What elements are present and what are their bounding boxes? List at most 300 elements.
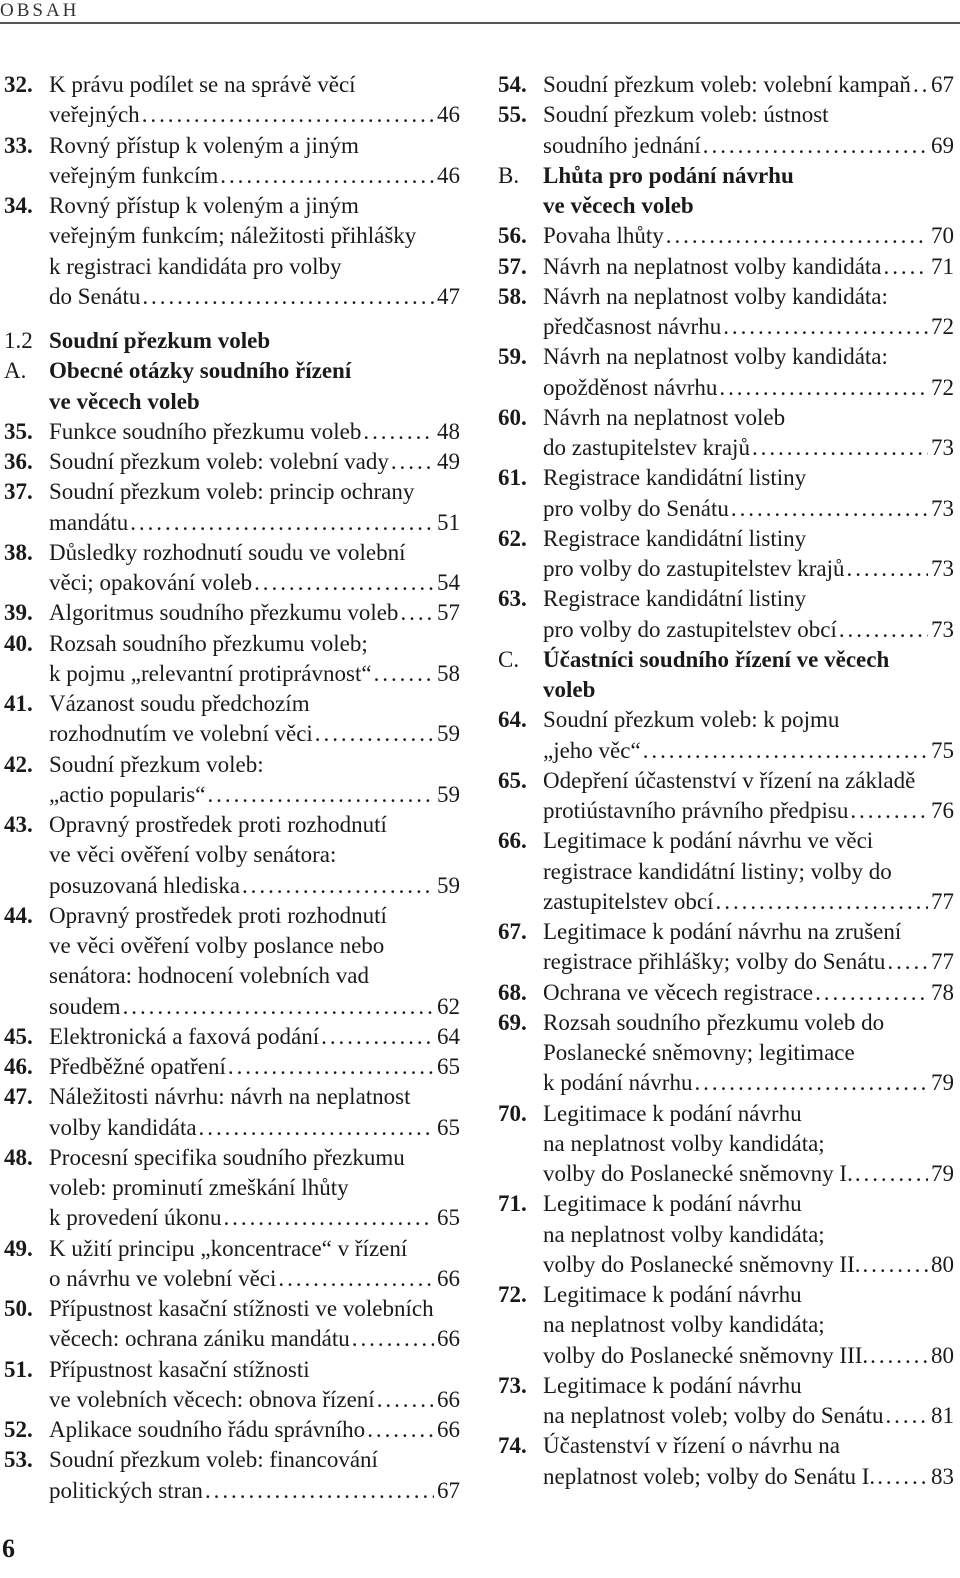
toc-page-number: 49 [437,449,460,474]
toc-entry-line [49,282,460,312]
toc-entry-text: K užití principu „koncentrace“ v řízení [49,1235,408,1261]
toc-entry[interactable] [4,1234,460,1295]
toc-page-number: 75 [931,737,954,763]
toc-entry-line [543,705,954,735]
dot-leader [352,1324,434,1354]
toc-page-number: 69 [931,132,954,158]
toc-entry-text: ve věcech voleb [49,388,200,414]
dot-leader [887,947,928,977]
toc-entry-number: 64. [498,707,527,733]
toc-entry-text: Soudní přezkum voleb: [49,751,264,777]
dot-leader [123,992,434,1022]
dot-leader [367,1415,434,1445]
dot-leader [877,1462,928,1492]
toc-page-number: 81 [931,1403,954,1428]
toc-entry-text: na neplatnost volby kandidáta; [543,1130,825,1156]
toc-entry-line [49,1143,460,1173]
toc-entry-text: „jeho věc“ [543,737,641,763]
toc-entry-text: pro volby do zastupitelstev obcí [543,616,837,642]
toc-entry-text: volby kandidáta [49,1114,197,1140]
dot-leader [254,568,434,598]
toc-entry-line [543,947,954,977]
toc-entry-text: Odepření účastenství v řízení na základě [543,767,916,793]
toc-entry[interactable] [4,901,460,1022]
dot-leader [719,373,928,403]
toc-entry-number: 59. [498,344,527,370]
toc-entry-line [49,1082,460,1112]
toc-entry-number: 36. [4,449,33,474]
toc-entry[interactable] [4,1415,460,1445]
toc-entry-line [543,1129,954,1159]
toc-entry-text: registrace kandidátní listiny; volby do [543,858,892,884]
toc-entry-line [543,1280,954,1310]
toc-entry-text: Důsledky rozhodnutí soudu ve volební [49,539,406,565]
toc-page-number: 46 [437,162,460,188]
toc-entry-line [543,615,954,645]
toc-entry-text: Procesní specifika soudního přezkumu [49,1144,405,1170]
toc-entry[interactable] [4,538,460,599]
toc-entry-number: 73. [498,1372,527,1398]
toc-entry[interactable] [498,70,954,100]
toc-entry-text: věcech: ochrana zániku mandátu [49,1326,350,1352]
toc-entry-line [49,1052,460,1082]
toc-entry-line [543,857,954,887]
toc-entry-number: 39. [4,600,33,626]
toc-entry-text: Rovný přístup k voleným a jiným [49,132,359,158]
toc-entry-text: na neplatnost volby kandidáta; [543,1312,825,1338]
toc-entry-number: 56. [498,223,527,249]
toc-entry-number: 58. [498,283,527,309]
toc-entry-text: Přípustnost kasační stížnosti ve volebních [49,1296,434,1321]
dot-leader [400,598,434,628]
toc-entry-number: 45. [4,1023,33,1049]
dot-leader [850,796,928,826]
toc-entry-number: 43. [4,812,33,837]
toc-page-number: 83 [931,1463,954,1489]
toc-entry-line [49,356,460,386]
toc-entry-line [49,598,460,628]
toc-entry-line [543,826,954,856]
toc-entry-line [49,1294,460,1324]
toc-entry-line [49,191,460,221]
page-number: 6 [2,1534,15,1563]
toc-entry-number: 49. [4,1235,33,1261]
toc-section-heading [498,161,954,222]
toc-entry[interactable] [4,1445,460,1506]
toc-entry[interactable] [4,629,460,690]
toc-entry[interactable] [498,705,954,766]
toc-entry-number: C. [498,646,520,672]
toc-entry-text: Soudní přezkum voleb: k pojmu [543,707,840,733]
toc-entry[interactable] [4,750,460,811]
toc-entry-text: Návrh na neplatnost volby kandidáta: [543,283,888,309]
toc-entry-text: ve věci ověření volby senátora: [49,842,337,868]
toc-page-number: 65 [437,1114,460,1140]
toc-entry-text: Soudní přezkum voleb: volební kampaň [543,72,911,97]
toc-entry-text: Elektronická a faxová podání [49,1023,320,1049]
dot-leader [205,1476,434,1506]
toc-entry-line [49,629,460,659]
toc-entry-line [543,978,954,1008]
toc-entry[interactable] [4,1355,460,1416]
toc-entry-line [49,1385,460,1415]
toc-page-number: 67 [931,72,954,97]
toc-entry-number: A. [4,358,27,384]
toc-entry-text: opožděnost návrhu [543,374,718,400]
dot-leader [321,1022,434,1052]
toc-entry[interactable] [4,1052,460,1082]
toc-entry-line [543,1008,954,1038]
toc-entry-number: 68. [498,979,527,1005]
toc-page-number: 65 [437,1054,460,1079]
toc-entry[interactable] [498,463,954,524]
dot-leader [220,161,434,191]
toc-entry-line [543,1401,954,1431]
toc-entry-text: k registraci kandidáta pro volby [49,253,342,279]
toc-entry-line [49,161,460,191]
dot-leader [855,1159,928,1189]
dot-leader [315,719,434,749]
toc-entry-text: volby do Poslanecké sněmovny I. [543,1161,853,1186]
toc-entry-text: Účastenství v řízení o návrhu na [543,1433,840,1459]
toc-entry-line [49,1445,460,1475]
toc-page-number: 73 [931,556,954,581]
toc-entry-line [49,252,460,282]
toc-entry-line [543,403,954,433]
toc-entry-number: 65. [498,767,527,793]
toc-entry-number: 60. [498,404,527,430]
toc-entry[interactable] [4,1082,460,1143]
toc-page-number: 66 [437,1386,460,1412]
toc-entry-text: Legitimace k podání návrhu [543,1282,802,1307]
dot-leader [716,887,928,917]
dot-leader [363,417,434,447]
toc-entry-number: 44. [4,902,33,928]
toc-entry-text: Návrh na neplatnost volby kandidáta [543,253,882,279]
toc-entry[interactable] [4,810,460,901]
toc-entry[interactable] [498,1008,954,1099]
toc-entry-number: 55. [498,102,527,128]
toc-entry-line [543,766,954,796]
toc-entry-line [543,1068,954,1098]
toc-entry[interactable] [498,917,954,978]
toc-entry-line [543,312,954,342]
toc-entry-line [49,447,460,477]
toc-page-number: 80 [931,1251,954,1277]
toc-entry-text: Legitimace k podání návrhu ve věci [543,828,874,854]
toc-entry-line [49,901,460,931]
toc-entry-number: 48. [4,1144,33,1170]
dot-leader [223,1203,434,1233]
dot-leader [228,1052,434,1082]
toc-entry-line [543,1099,954,1129]
dot-leader [142,282,434,312]
toc-entry-line [49,538,460,568]
toc-entry[interactable] [4,598,460,628]
toc-entry-line [49,1355,460,1385]
toc-entry-line [543,1189,954,1219]
toc-entry-number: 40. [4,630,33,656]
toc-entry-number: 46. [4,1054,33,1079]
toc-entry-number: 38. [4,539,33,565]
toc-entry-number: 42. [4,751,33,777]
toc-entry-number: 70. [498,1100,527,1126]
toc-page-number: 57 [437,600,460,626]
toc-entry[interactable] [498,584,954,645]
toc-entry-text: zastupitelstev obcí [543,888,714,914]
toc-entry-line [49,477,460,507]
toc-entry-text: Vázanost soudu předchozím [49,691,310,716]
toc-entry-text: pro volby do Senátu [543,495,729,521]
toc-entry-text: Povaha lhůty [543,223,664,249]
toc-entry-number: 51. [4,1356,33,1382]
toc-entry-text: veřejným funkcím; náležitosti přihlášky [49,223,417,249]
dot-leader [374,659,434,689]
toc-entry[interactable] [4,70,460,131]
toc-entry[interactable] [498,524,954,585]
toc-entry-line [49,750,460,780]
toc-entry-text: Soudní přezkum voleb: financování [49,1447,378,1473]
toc-entry-text: věci; opakování voleb [49,570,253,595]
toc-entry-line [543,887,954,917]
toc-page-number: 77 [931,949,954,975]
dot-leader [731,494,928,524]
toc-page-number: 59 [437,721,460,747]
toc-page-number: 59 [437,872,460,898]
toc-entry-text: na neplatnost voleb; volby do Senátu [543,1403,884,1428]
toc-entry-text: voleb: prominutí zmeškání lhůty [49,1175,349,1200]
toc-entry-number: 53. [4,1447,33,1473]
toc-entry[interactable] [498,1431,954,1492]
toc-page-number: 64 [437,1023,460,1049]
toc-entry-text: neplatnost voleb; volby do Senátu I. [543,1463,876,1489]
toc-entry-line [543,1462,954,1492]
toc-page-number: 58 [437,660,460,686]
dot-leader [870,1341,928,1371]
dot-leader [130,508,434,538]
toc-entry-line [49,1113,460,1143]
toc-page-number: 73 [931,616,954,642]
toc-entry-text: veřejným funkcím [49,162,219,188]
toc-entry-text: Aplikace soudního řádu správního [49,1417,366,1442]
toc-page-number: 79 [931,1070,954,1096]
dot-leader [815,978,928,1008]
toc-entry-text: o návrhu ve volební věci [49,1265,277,1291]
dot-leader [884,252,928,282]
toc-page-number: 78 [931,979,954,1005]
toc-entry-line [543,1250,954,1280]
dot-leader [694,1068,928,1098]
toc-entry-text: soudního jednání [543,132,701,158]
toc-entry[interactable] [498,403,954,464]
toc-entry-line [49,326,460,356]
toc-entry[interactable] [498,221,954,251]
toc-entry-line [49,780,460,810]
toc-entry[interactable] [498,1371,954,1432]
toc-entry-line [543,554,954,584]
dot-leader [207,780,434,810]
toc-entry-line [49,871,460,901]
toc-page-number: 71 [931,253,954,279]
toc-entry[interactable] [4,417,460,447]
toc-entry-text: mandátu [49,509,129,535]
toc-entry-text: k podání návrhu [543,1070,693,1096]
toc-entry[interactable] [498,978,954,1008]
toc-page-number: 73 [931,435,954,460]
toc-entry-text: Legitimace k podání návrhu [543,1100,802,1126]
toc-entry-text: Funkce soudního přezkumu voleb [49,418,362,444]
toc-entry[interactable] [4,477,460,538]
dot-leader [391,447,434,477]
toc-page-number: 66 [437,1326,460,1352]
toc-entry-line [49,100,460,130]
toc-entry[interactable] [498,826,954,917]
toc-entry[interactable] [4,447,460,477]
toc-entry-text: Opravný prostředek proti rozhodnutí [49,812,387,837]
toc-entry[interactable] [498,766,954,827]
dot-leader [885,1401,928,1431]
toc-entry[interactable] [498,252,954,282]
toc-section-heading [4,326,460,356]
toc-page-number: 59 [437,781,460,807]
toc-entry-number: 57. [498,253,527,279]
toc-entry[interactable] [4,1294,460,1355]
toc-entry-line [543,796,954,826]
toc-entry[interactable] [498,1189,954,1280]
toc-entry-line [543,917,954,947]
toc-entry-line [49,1022,460,1052]
toc-entry[interactable] [498,100,954,161]
toc-page-number: 62 [437,993,460,1019]
toc-entry-text: Registrace kandidátní listiny [543,586,807,612]
toc-page-number: 51 [437,509,460,535]
toc-entry-line [49,992,460,1022]
toc-entry-line [543,342,954,372]
toc-entry-line [543,524,954,554]
toc-entry-line [49,70,460,100]
toc-entry-line [543,131,954,161]
toc-entry-text: Náležitosti návrhu: návrh na neplatnost [49,1084,411,1110]
toc-entry-line [49,1173,460,1203]
toc-entry-text: Algoritmus soudního přezkumu voleb [49,600,399,626]
toc-entry-line [49,131,460,161]
toc-page-number: 80 [931,1342,954,1368]
toc-entry[interactable] [4,1022,460,1052]
toc-page-number: 66 [437,1265,460,1291]
section-gap [4,312,460,326]
toc-entry[interactable] [4,1143,460,1234]
toc-entry-number: 52. [4,1417,33,1442]
toc-entry[interactable] [4,191,460,312]
toc-entry-number: 54. [498,72,527,97]
toc-entry[interactable] [498,342,954,403]
dot-leader [242,871,434,901]
toc-entry-line [543,1159,954,1189]
toc-entry-number: 47. [4,1084,33,1110]
toc-entry-text: K právu podílet se na správě věcí [49,72,356,97]
dot-leader [666,221,928,251]
toc-entry-line [543,1220,954,1250]
toc-section-heading [4,356,460,417]
toc-section-heading [498,645,954,706]
toc-entry[interactable] [498,282,954,343]
toc-page-number: 66 [437,1417,460,1442]
toc-entry-text: Návrh na neplatnost voleb [543,404,786,430]
toc-entry-text: volby do Poslanecké sněmovny III. [543,1342,869,1368]
toc-entry-line [49,1415,460,1445]
toc-entry-text: Účastníci soudního řízení ve věcech [543,646,890,672]
toc-entry-text: do Senátu [49,283,141,309]
toc-entry[interactable] [498,1280,954,1371]
toc-entry-text: volby do Poslanecké sněmovny II. [543,1251,861,1277]
toc-entry-line [543,70,954,100]
toc-entry-line [49,810,460,840]
toc-entry-text: Rozsah soudního přezkumu voleb do [543,1009,885,1035]
toc-entry-line [49,417,460,447]
toc-entry-number: 72. [498,1282,527,1307]
toc-entry-line [49,1324,460,1354]
toc-page-number: 72 [931,314,954,339]
toc-entry-number: 67. [498,919,527,944]
toc-entry-line [543,463,954,493]
toc-entry-line [543,1038,954,1068]
toc-entry-text: Opravný prostředek proti rozhodnutí [49,902,387,928]
dot-leader [913,70,928,100]
toc-entry-line [543,1371,954,1401]
toc-entry-number: 62. [498,525,527,551]
toc-page-number: 65 [437,1205,460,1231]
toc-entry-line [543,736,954,766]
toc-entry-line [543,584,954,614]
toc-entry-text: Přípustnost kasační stížnosti [49,1356,310,1382]
toc-left-column [4,70,460,1506]
dot-leader [723,312,928,342]
toc-entry-line [49,508,460,538]
toc-entry-text: Registrace kandidátní listiny [543,525,807,551]
toc-entry-line [543,1431,954,1461]
toc-page-number: 47 [437,283,460,309]
toc-entry-number: 41. [4,691,33,716]
toc-entry-text: voleb [543,677,596,702]
toc-entry[interactable] [498,1099,954,1190]
toc-entry-line [49,719,460,749]
toc-entry-text: Legitimace k podání návrhu na zrušení [543,919,902,944]
toc-entry-line [49,1476,460,1506]
toc-entry[interactable] [4,131,460,192]
toc-entry-text: protiústavního právního předpisu [543,798,849,823]
toc-entry-text: k provedení úkonu [49,1205,222,1231]
toc-entry-line [543,433,954,463]
toc-entry-number: 63. [498,586,527,612]
toc-page-number: 79 [931,1161,954,1186]
toc-entry-line [49,1234,460,1264]
toc-entry-text: soudem [49,993,121,1019]
toc-entry-line [543,282,954,312]
toc-entry-text: Návrh na neplatnost volby kandidáta: [543,344,888,370]
toc-entry-line [543,494,954,524]
toc-page-number: 77 [931,888,954,914]
dot-leader [199,1113,434,1143]
toc-entry-text: ve věcech voleb [543,193,694,218]
toc-entry-text: Soudní přezkum voleb: volební vady [49,449,389,474]
header-rule [0,22,960,24]
dot-leader [278,1264,434,1294]
toc-entry[interactable] [4,689,460,750]
toc-entry-number: 1.2 [4,328,33,353]
toc-entry-line [49,568,460,598]
toc-entry-text: Lhůta pro podání návrhu [543,162,794,188]
toc-entry-line [543,675,954,705]
